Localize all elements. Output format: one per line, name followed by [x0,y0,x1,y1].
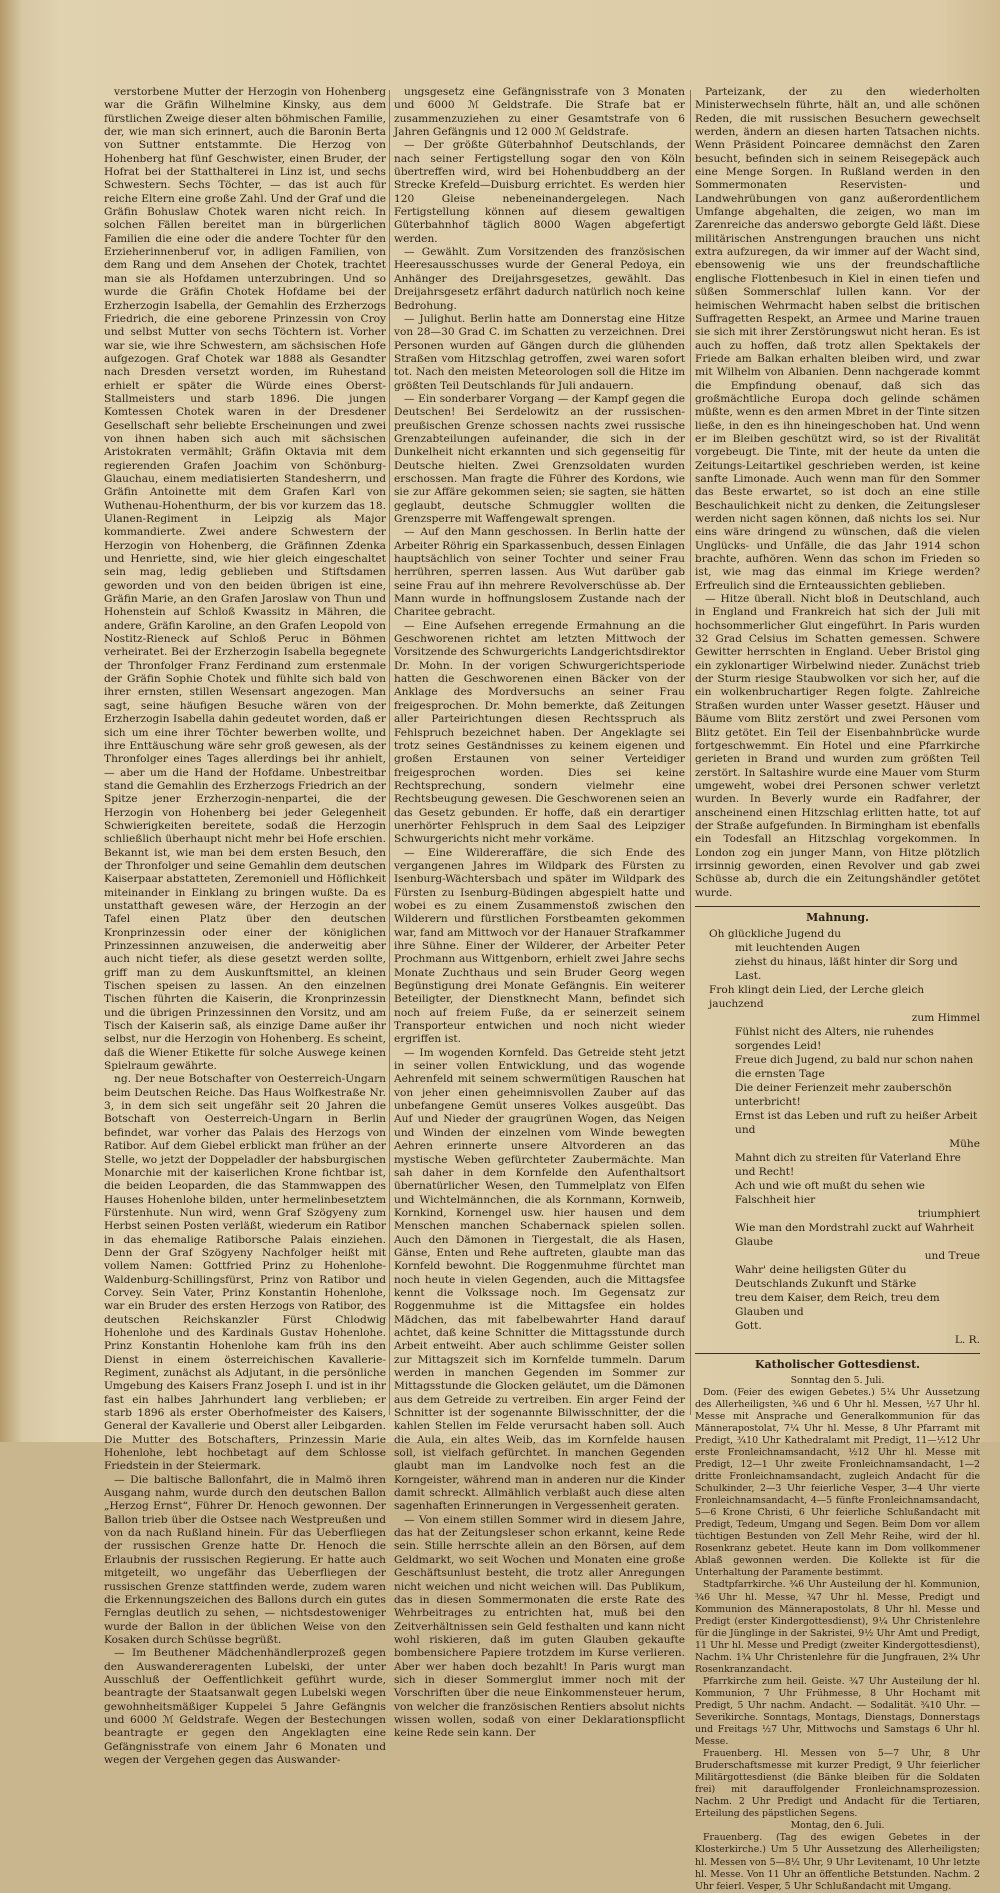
church-dom: Dom. (Feier des ewigen Gebetes.) 5¼ Uhr Aussetzung des Allerheiligsten, ¾6 und 6 Uhr hl. Messen, ½7 Uhr hl. Messe mit Ansprache und Generalkommunion für das Männerapostolat, 7¼ Uhr hl. Messe, 8 Uhr Pfarramt mit Predigt, ¾10 Uhr Kathedralamt mit Predigt, 11—½12 Uhr erste Fronleichnamsandacht, ½12 Uhr hl. Messe mit Predigt, 12—1 Uhr zweite Fronleichnamsandacht, 1—2 dritte Fronleichnamsandacht, zugleich Andacht für die Schulkinder, 2—3 Uhr feierliche Vesper, 3—4 Uhr vierte Fronleichnamsandacht, 4—5 fünfte Fronleichnamsandacht, 5—6 Krone Christi, 6 Uhr feierliche Schlußandacht mit Predigt, Tedeum, Umgang und Segen. Beim Dom vor allem tüchtigen Bestunden von Zell Mehr Reihe, wird der hl. Rosenkranz gebetet. Heute kann im Dom vollkommener Ablaß gewonnen werden. Die Kollekte ist für die Unterhaltung der Paramente bestimmt. [695,1386,980,1579]
article-ermahnung: — Eine Aufsehen erregende Ermahnung an die Geschworenen richtet am letzten Mittwoch der Vorsitzende des Schwurgerichts Landgerichtsdirektor Dr. Mohn. In der vorigen Schwurgerichtsperiode hatten die Geschworenen einen Bäcker von der Anklage des Mordversuchs an seiner Frau freigesprochen. Dr. Mohn bemerkte, daß Zeitungen aller Parteirichtungen diesen Rechtsspruch als Fehlspruch bezeichnet haben. Der Angeklagte sei trotz seines Geständnisses zu keinem eigenen und großen Erstaunen von seiner Verteidiger freigesprochen worden. Dies sei keine Rechtsprechung, sondern vielmehr eine Rechtsbeugung gewesen. Die Geschworenen seien an das Gesetz gebunden. Er hoffe, daß ein derartiger unerhörter Fehlspruch in dem Saal des Leipziger Schwurgerichts nicht mehr vorkäme. [394,619,685,846]
poem-title: Mahnung. [806,910,869,924]
article-hohenberg: verstorbene Mutter der Herzogin von Hohenberg war die Gräfin Wilhelmine Kinsky, aus dem fürstlichen Zweige dieser alten böhmischen Familie, der, wie man sich erinnert, auch die Baronin Berta von Suttner entstammte. Die Herzog von Hohenberg hat fünf Geschwister, einen Bruder, der Hofrat bei der Statthalterei in Linz ist, und sechs Schwestern. Sechs Töchter, — das ist auch für reiche Eltern eine große Zahl. Und der Graf und die Gräfin Bohuslaw Chotek waren nicht reich. In solchen Fällen bereitet man in bürgerlichen Familien die eine oder die andere Tochter für den Erzieherinnenberuf vor, in adligen Familien, von dem Rang und dem Ansehen der Chotek, trachtet man sie als Hofdamen unterzubringen. Und so wurde die Gräfin Chotek Hofdame bei der Erzherzogin Isabella, der Gemahlin des Erzherzogs Friedrich, die eine geborene Prinzessin von Croy und selbst Mutter von sechs Töchtern ist. Vorher war sie, wie ihre Schwestern, am sächsischen Hofe aufgezogen. Graf Chotek war 1888 als Gesandter nach Dresden versetzt worden, im Ruhestand erhielt er später die Würde eines Oberst-Stallmeisters und starb 1896. Die jungen Komtessen Chotek waren in der Dresdener Gesellschaft sehr beliebte Erscheinungen und zwei von ihnen haben sich auch mit sächsischen Aristokraten vermählt; Gräfin Oktavia mit dem regierenden Grafen Joachim von Schönburg-Glauchau, einem mediatisierten Standesherrn, und Gräfin Antoinette mit dem Grafen Karl von Wuthenau-Hohenthurm, der bis vor kurzem das 18. Ulanen-Regiment in Leipzig als Major kommandierte. Zwei andere Schwestern der Herzogin von Hohenberg, die Gräfinnen Zdenka und Henriette, sind, wie hier gleich eingeschaltet sein mag, ledig geblieben und Stiftsdamen geworden und von den beiden übrigen ist eine, Gräfin Marie, an den Grafen Jaroslaw von Thun und Hohenstein auf Schloß Kwassitz in Mähren, die andere, Gräfin Karoline, an den Grafen Leopold von Nostitz-Rieneck auf Schloß Peruc in Böhmen verheiratet. Bei der Erzherzogin Isabella begegnete der Thronfolger Franz Ferdinand zum erstenmale der Gräfin Sophie Chotek und fühlte sich bald von ihrer ernsten, stillen Wesensart angezogen. Man sagt, seine häufigen Besuche wären von der Erzherzogin Isabella dahin gedeutet worden, daß er sich um eine ihrer Töchter bewerben wollte, und ihre Enttäuschung wäre sehr groß gewesen, als der Thronfolger eines Tages allerdings bei ihr anhielt, — aber um die Hand der Hofdame. Unbestreitbar stand die Gemahlin des Erzherzogs Friedrich an der Spitze jener Erzherzogin-nenpartei, die der Herzogin von Hohenberg bei jeder Gelegenheit Schwierigkeiten bereitete, sodaß die Herzogin schließlich überhaupt nicht mehr bei Hofe erschien. Bekannt ist, wie man bei dem ersten Besuch, den der Thronfolger und seine Gemahlin dem deutschen Kaiserpaar abstatteten, Zeremoniell und Höflichkeit miteinander in Einklang zu bringen wußte. Da es unstatthaft gewesen wäre, der Herzogin an der Tafel einen Platz über den deutschen Kronprinzessin oder einer der königlichen Prinzessinnen anzuweisen, die anderweitig aber auch nicht tiefer, als diese gesetzt werden sollte, griff man zu dem Auskunftsmittel, an kleinen Tischen speisen zu lassen. An den einzelnen Tischen führten die Kaiserin, die Kronprinzessin und die übrigen Prinzessinnen den Vorsitz, und am Tisch der Kaiserin saß, als einzige Dame außer ihr selbst, nur die Herzogin von Hohenberg. Es scheint, daß die Wiener Etikette für solche Auswege keinen Spielraum gewährte. [104,86,386,1073]
section-rule [695,906,980,907]
poem-line: und Treue [924,1250,980,1263]
article-geschossen: — Auf den Mann geschossen. In Berlin hatte der Arbeiter Röhrig ein Sparkassenbuch, dessen Einlagen hauptsächlich von seiner Tochter und seiner Frau herrühren, sperren lassen. Aus Wut darüber gab seine Frau auf ihn mehrere Revolverschüsse ab. Der Mann wurde in hoffnungslosem Zustande nach der Charitee gebracht. [394,526,685,619]
poem-line: Die deiner Ferienzeit mehr zauberschön unterbricht! [735,1082,952,1109]
poem-line: Fühlst nicht des Alters, nie ruhendes sorgendes Leid! [735,1026,934,1053]
article-botschafter: ng. Der neue Botschafter von Oesterreich-Ungarn beim Deutschen Reiche. Das Haus Wolfkestraße Nr. 3, in dem sich seit ungefähr seit 20 Jahren die Botschaft von Oesterreich-Ungarn in Berlin befindet, war vorher das Palais des Herzogs von Ratibor. Auf dem Giebel erblickt man früher an der Stelle, wo jetzt der Doppeladler der habsburgischen Monarchie mit der kaiserlichen Krone fichtbar ist, die beiden Leoparden, die das Stammwappen des Hauses Hohenlohe bilden, unter hermelinbesetztem Fürstenhute. Nun wird, wenn Graf Szögyeny zum Herbst seinen Posten verläßt, wiederum ein Ratibor in das ehemalige Ratiborsche Palais einziehen. Denn der Graf Szögyeny Nachfolger heißt mit vollem Namen: Gottfried Prinz zu Hohenlohe-Waldenburg-Schillingsfürst, Prinz von Ratibor und Corvey. Sein Vater, Prinz Konstantin Hohenlohe, war ein Bruder des ersten Herzogs von Ratibor, des deutschen Reichskanzler Fürst Chlodwig Hohenlohe und des Kardinals Gustav Hohenlohe. Prinz Konstantin Hohenlohe kam früh ins den Dienst in einem österreichischen Kavallerie-Regiment, zunächst als Adjutant, in die persönliche Umgebung des Kaisers Franz Joseph I. und ist in ihr fast ein halbes Jahrhundert lang verblieben; er starb 1896 als erster Oberhofmeister des Kaisers, General der Kavallerie und Oberst aller Leibgarden. Die Mutter des Botschafters, Prinzessin Marie Hohenlohe, lebt hochbetagt auf dem Schlosse Friedstein in der Steiermark. [104,1073,386,1473]
poem-line: Froh klingt dein Lied, der Lerche gleich jauchzend [709,984,925,1011]
article-hitze: — Hitze überall. Nicht bloß in Deutschland, auch in England und Frankreich hat sich der Juli mit hochsommerlicher Glut eingeführt. In Paris wurden 32 Grad Celsius im Schatten gemessen. Schwere Gewitter herrschten in England. Ueber Bristol ging ein zyklonartiger Wirbelwind nieder. Zunächst trieb der Sturm riesige Staubwolken vor sich her, auf die ein wolkenbruchartiger Regen folgte. Zahlreiche Straßen wurden unter Wasser gesetzt. Häuser und Bäume vom Blitz zerstört und zwei Personen vom Blitz getötet. Ein Teil der Eisenbahnbrücke wurde fortgeschwemmt. Ein Hotel und eine Pfarrkirche gerieten in Brand und wurden zum größten Teil zerstört. In Saltashire wurde eine Mauer vom Sturm umgeweht, wobei drei Personen schwer verletzt wurden. In Beverly wurde ein Radfahrer, der anscheinend einen Hitzschlag erlitten hatte, tot auf der Straße aufgefunden. In Birmingham ist ebenfalls ein Todesfall an Hitzschlag vorgekommen. In London zog ein junger Mann, von Hitze plötzlich irrsinnig geworden, einen Revolver und gab zwei Schüsse ab, durch die ein Zeitungshändler getötet wurde. [695,593,980,899]
article-gueterbahnhof: — Der größte Güterbahnhof Deutschlands, der nach seiner Fertigstellung sogar den von Köln übertreffen wird, wird bei Hohenbuddberg an der Strecke Krefeld—Duisburg errichtet. Es werden hier 120 Gleise nebeneinandergelegen. Nach Fertigstellung können auf diesem gewaltigen Güterbahnhof täglich 8000 Wagen abgefertigt werden. [394,139,685,245]
poem-line: mit leuchtenden Augen [735,942,861,955]
column-middle [394,86,685,1740]
poem-line: Mühe [949,1138,980,1151]
church-date: Sonntag den 5. Juli. [790,1374,885,1386]
church-heil-geist: Pfarrkirche zum heil. Geiste. ¾7 Uhr Austeilung der hl. Kommunion, 7 Uhr Frühmesse, 8 Uhr Hochamt mit Predigt, 5 Uhr nachm. Andacht. — Sodalität. ¾10 Uhr. — Severikirche. Sonntags, Montags, Dienstags, Donnerstags und Freitags ½7 Uhr, Mittwochs und Samstags 6 Uhr hl. Messe. [695,1675,980,1748]
article-wilderer: — Eine Wildereraffäre, die sich Ende des vergangenen Jahres im Wildpark des Fürsten zu Isenburg-Wächtersbach und später im Wildpark des Fürsten zu Isenburg-Büdingen abgespielt hatte und wobei es zu einem Zusammenstoß zwischen den Wilderern und fürstlichen Forstbeamten gekommen war, fand am Mittwoch vor der Hanauer Strafkammer ihre Sühne. Einer der Wilderer, der Arbeiter Peter Prochmann aus Wittgenborn, erhielt zwei Jahre sechs Monate Zuchthaus und sein Bruder Georg wegen Begünstigung drei Monate Gefängnis. Ein weiterer Beteiligter, der Dienstknecht Mann, befindet sich noch auf freiem Fuße, da er seinerzeit seinem Transporteur entwichen und noch nicht wieder ergriffen ist. [394,846,685,1046]
column-left [104,86,386,1766]
poem-line: Wahr' deine heiligsten Güter du Deutschlands Zukunft und Stärke [735,1264,917,1291]
poem-line: zum Himmel [911,1012,980,1025]
article-ballonfahrt: — Die baltische Ballonfahrt, die in Malmö ihren Ausgang nahm, wurde durch den deutschen Ballon „Herzog Ernst“, Führer Dr. Henoch gewonnen. Der Ballon trieb über die Ostsee nach Westpreußen und von da nach Rußland hinein. Für das Ueberfliegen der russischen Grenze hatte Dr. Henoch die Erlaubnis der russischen Regierung. Er hatte auch mitgeteilt, wo ungefähr das Ueberfliegen der russischen Grenze stattfinden werde, zudem waren die Erkennungszeichen des Ballons durch ein gutes Fernglas deutlich zu sehen, — nichtsdestoweniger wurde der Ballon in der üblichen Weise von den Kosaken durch Schüsse begrüßt. [104,1473,386,1646]
poem-line: treu dem Kaiser, dem Reich, treu dem Glauben und [735,1292,940,1319]
poem [695,927,980,1347]
poem-line: Mahnt dich zu streiten für Vaterland Ehre und Recht! [735,1152,961,1179]
poem-line: Ach und wie oft mußt du sehen wie Falschheit hier [735,1180,925,1207]
poem-line: triumphiert [917,1208,980,1221]
column-right [695,86,980,1892]
article-kornfeld: — Im wogenden Kornfeld. Das Getreide steht jetzt in seiner vollen Entwicklung, und das wogende Aehrenfeld mit seinem schwermütigen Rauschen hat von jeher einen geheimnisvollen Zauber auf das unbefangene Gemüt unseres Volkes ausgeübt. Das Auf und Nieder der graugrünen Wogen, das Neigen und Winden der einzelnen vom Winde bewegten Aehren erinnerte unsere Altvorderen an das mystische Weben gefürchteter Zaubermächte. Man sah daher in dem Kornfelde den Aufenthaltsort übernatürlicher Wesen, den Tummelplatz von Elfen und Wichtelmännchen, die als Kornmann, Kornweib, Kornkind, Kornengel usw. hier hausen und dem Menschen manchen Schabernack spielen sollen. Auch den Dämonen in Tiergestalt, die als Hasen, Gänse, Enten und Rehe auftreten, glaubte man das Kornfeld bewohnt. Die Roggenmuhme fürchtet man noch heute in vielen Gegenden, auch die Mittagsfee kennt die Volkssage noch. Im Gegensatz zur Roggenmuhme ist die Mittagsfee ein holdes Mädchen, das mit fabelbewahrter Hand darauf achtet, daß keine Schnitter die Mittagsstunde durch Arbeit entweiht. Aber auch schlimme Geister sollen zur Mittagszeit sich im Kornfelde tummeln. Darum werden in manchen Gegenden im Sommer zur Mittagsstunde die Glocken geläutet, um die Dämonen aus dem Getreide zu vertreiben. Ein arger Feind der Schnitter ist der sogenannte Bilwisschnitter, der die kahlen Stellen im Felde verursacht haben soll. Auch die Aula, ein altes Weib, das im Kornfelde hausen soll, ist vielfach gefürchtet. In manchen Gegenden glaubt man im Landvolke noch fest an die Korngeister, während man in anderen nur die Kinder damit schreckt. Allmählich verblaßt auch diese alten sagenhaften Erinnerungen in Vergessenheit geraten. [394,1046,685,1513]
church-frauenberg-montag: Frauenberg. (Tag des ewigen Gebetes in der Klosterkirche.) Um 5 Uhr Aussetzung des Allerheiligsten; hl. Messen von 5—8½ Uhr, 9 Uhr Levitenamt, 10 Uhr letzte hl. Messe. Von 11 Uhr an öffentliche Betstunden. Nachm. 2 Uhr feierl. Vesper, 5 Uhr Schlußandacht mit Umgang. [695,1832,980,1892]
column-divider [389,90,390,1415]
poem-line: ziehst du hinaus, läßt hinter dir Sorg und Last. [735,956,958,983]
church-services [695,1375,980,1893]
article-grenze: — Ein sonderbarer Vorgang — der Kampf gegen die Deutschen! Bei Serdelowitz an der russischen-preußischen Grenze schossen nachts zwei russische Grenzabteilungen aufeinander, die sich in der Dunkelheit nicht erkannten und sich gegenseitig für Deutsche hielten. Zwei Grenzsoldaten wurden erschossen. Man fragte die Führer des Kordons, wie sie zur Affäre gekommen seien; sie sagten, sie hätten geglaubt, deutsche Schmuggler wollten die Grenzsperre mit Waffengewalt sprengen. [394,392,685,525]
church-frauenberg: Frauenberg. Hl. Messen von 5—7 Uhr, 8 Uhr Bruderschaftsmesse mit kurzer Predigt, 9 Uhr feierlicher Militärgottesdienst (die Bänke bleiben für die Soldaten frei) mit darauffolgender Fronleichnamsprozession. Nachm. 2 Uhr Predigt und Andacht für die Tertiaren, Erteilung des päpstlichen Segens. [695,1748,980,1820]
column-divider [690,90,691,1415]
poem-line: Freue dich Jugend, zu bald nur schon nahen die ernsten Tage [735,1054,974,1081]
article-strafe: ungsgesetz eine Gefängnisstrafe von 3 Monaten und 6000 ℳ Geldstrafe. Die Strafe bat er zusammenzuziehen zu einer Gesamtstrafe von 6 Jahren Gefängnis und 12 000 ℳ Geldstrafe. [394,86,685,139]
poem-line: Ernst ist das Leben und ruft zu heißer Arbeit und [735,1110,978,1137]
article-sommer: — Von einem stillen Sommer wird in diesem Jahre, das hat der Zeitungsleser schon erkannt, keine Rede sein. Stille herrschte allein an den Börsen, auf dem Geldmarkt, wo seit Wochen und Monaten eine große Geschäftsunlust besteht, die trotz aller Anregungen nicht weichen und nicht weichen will. Das Publikum, das in diesen Sommermonaten die erste Rate des Wehrbeitrages zu entrichten hat, muß bei den Zeitverhältnissen sein Geld festhalten und kann nicht wohl riskieren, daß im guten Glauben gekaufte bombensichere Papiere trotzdem im Kurse verlieren. Aber wer haben doch bezahlt! In Paris wurgt man sich in dieser Sommerglut immer noch mit der Vorschriften über die neue Einkommensteuer herum, von welcher die französischen Rentiers absolut nichts wissen wollen, sodaß von einer Deklarationspflicht keine Rede sein kann. Der [394,1513,685,1740]
article-gewaehlt: — Gewählt. Zum Vorsitzenden des französischen Heeresausschusses wurde der General Pedoya, ein Anhänger des Dreijahrsgesetzes, gewählt. Das Dreijahrsgesetz erfährt dadurch natürlich noch keine Bedrohung. [394,246,685,312]
poem-line: Oh glückliche Jugend du [709,928,842,941]
article-maedchenhaendler: — Im Beuthener Mädchenhändlerprozeß gegen den Auswandereragenten Lubelski, der unter Ausschluß der Oeffentlichkeit geführt wurde, beantragte der Staatsanwalt gegen Lubelski wegen gewohnheitsmäßiger Kuppelei 5 Jahre Gefängnis und 6000 ℳ Geldstrafe. Wegen der Bestechungen beantragte er gegen den Angeklagten eine Gefängnisstrafe von einem Jahr 6 Monaten und wegen der Vergehen gegen das Auswander- [104,1647,386,1766]
article-sommer-cont: Parteizank, der zu den wiederholten Ministerwechseln führte, hält an, und alle schönen Reden, die mit russischen Besuchern gewechselt werden, ändern an diesen harten Tatsachen nichts. Wenn Präsident Poincaree demnächst den Zaren besucht, befinden sich in seinem Reisegepäck auch eine Menge Sorgen. In Rußland werden in den Sommermonaten Reservisten- und Landwehrübungen von ganz außerordentlichem Umfange abgehalten, die zeigen, wo man im Zarenreiche das anderswo geborgte Geld läßt. Diese militärischen Anstrengungen brauchen uns nicht extra aufzuregen, da wir immer auf der Wacht sind, ebensowenig wie uns der freundschaftliche englische Flottenbesuch in Kiel in einen tiefen und süßen Sommerschlaf lullen kann. Vor der heimischen Wehrmacht haben selbst die britischen Suffragetten Respekt, an Armee und Marine trauen sie sich mit ihrer Zerstörungswut nicht heran. Es ist auch zu hoffen, daß trotz allen Spektakels der Friede am Balkan erhalten bleiben wird, und zwar mit Wilhelm von Albanien. Denn nachgerade kommt die Empfindung obenauf, daß sich das großmächtliche Europa doch gelinde schämen müßte, wenn es den armen Mbret in der Tinte sitzen ließe, in den es ihn hineingeschoben hat. Und wenn er im Bleiben geschützt wird, so ist der Rivalität vorgebeugt. Die Tinte, mit der heute da unten die Zeitungs-Leitartikel geschrieben werden, ist keine sanfte Limonade. Auch wenn man für den Sommer das Beste erwartet, so ist doch an eine stille Beschaulichkeit nicht zu denken, die Zeitungsleser werden nicht sagen können, daß nichts los sei. Nur eins wäre dringend zu wünschen, daß die vielen Unglücks- und Unfälle, die das Jahr 1914 schon brachte, aufhören. Wenn das schon im Frieden so ist, wie mag das einmal im Kriege werden? Erfreulich sind die Ernteaussichten geblieben. [695,86,980,592]
section-rule [695,1353,980,1354]
church-title: Katholischer Gottesdienst. [754,1358,921,1372]
poem-line: Gott. [735,1320,762,1333]
article-juliglut: — Julighut. Berlin hatte am Donnerstag eine Hitze von 28—30 Grad C. im Schatten zu verzeichnen. Drei Personen wurden auf Gängen durch die glühenden Straßen vom Hitzschlag getroffen, zwei waren sofort tot. Nach den meisten Meteorologen soll die Hitze im größten Teil Deutschlands für Juli andauern. [394,312,685,392]
poem-signature: L. R. [954,1334,980,1347]
poem-line: Wie man den Mordstrahl zuckt auf Wahrheit Glaube [735,1222,974,1249]
church-date: Montag, den 6. Juli. [790,1820,885,1832]
church-stadtpfarrkirche: Stadtpfarrkirche. ¾6 Uhr Austeilung der hl. Kommunion, ¾6 Uhr hl. Messe, ¾7 Uhr hl. Messe, Predigt und Kommunion des Männerapostolats, 8 Uhr hl. Messe und Predigt (erster Kindergottesdienst), 9¼ Uhr Christenlehre für die Jünglinge in der Sakristei, 9½ Uhr Amt und Predigt, 11 Uhr hl. Messe und Predigt (zweiter Kindergottesdienst), Nachm. 1¾ Uhr Christenlehre für die Jungfrauen, 2¾ Uhr Rosenkranzandacht. [695,1579,980,1675]
